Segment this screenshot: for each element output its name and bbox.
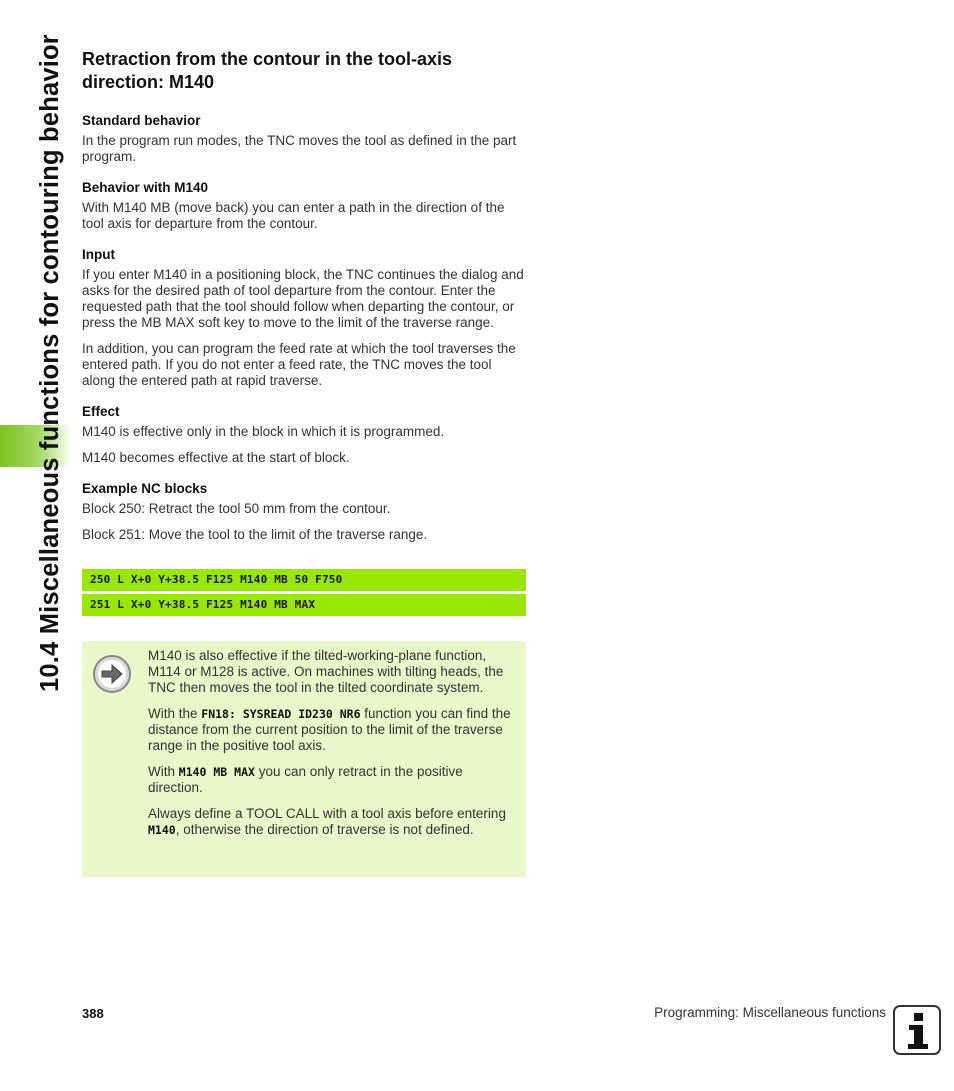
section-example-title: Example NC blocks bbox=[82, 481, 208, 496]
note-text bbox=[148, 648, 518, 848]
section-standard-text: In the program run modes, the TNC moves the tool as defined in the part program. bbox=[82, 133, 517, 164]
note-code-fn18: FN18: SYSREAD ID230 NR6 bbox=[201, 707, 361, 721]
section-input-text-2: In addition, you can program the feed rate at which the tool traverses the entered path. If you do not enter a feed rate, the TNC moves the tool along the entered path at rapid traverse. bbox=[82, 341, 516, 388]
section-effect-text-2: M140 becomes effective at the start of block. bbox=[82, 450, 350, 465]
nc-code-block bbox=[82, 569, 526, 619]
section-example-text-2: Block 251: Move the tool to the limit of the traverse range. bbox=[82, 527, 428, 542]
main-content bbox=[82, 48, 526, 553]
section-input-title: Input bbox=[82, 247, 115, 262]
section-example-text-1: Block 250: Retract the tool 50 mm from the contour. bbox=[82, 501, 391, 516]
page-number: 388 bbox=[82, 1006, 104, 1021]
note-paragraph-2: With the FN18: SYSREAD ID230 NR6 function you can find the distance from the current position to the limit of the traverse range in the positive tool axis. bbox=[148, 706, 511, 753]
section-effect-title: Effect bbox=[82, 404, 120, 419]
chapter-side-title-text: 10.4 Miscellaneous functions for contouring behavior bbox=[36, 34, 64, 692]
arrow-right-icon bbox=[93, 655, 131, 693]
note-code-m140: M140 bbox=[148, 823, 176, 837]
note-paragraph-1: M140 is also effective if the tilted-working-plane function, M114 or M128 is active. On machines with tilting heads, the TNC then moves the tool in the tilted coordinate system. bbox=[148, 648, 504, 695]
info-icon bbox=[893, 1005, 941, 1055]
section-standard-title: Standard behavior bbox=[82, 113, 201, 128]
note-code-m140-mb-max: M140 MB MAX bbox=[178, 765, 255, 779]
section-m140-title: Behavior with M140 bbox=[82, 180, 209, 195]
page-title: Retraction from the contour in the tool-axis direction: M140 bbox=[82, 49, 453, 92]
note-paragraph-4: Always define a TOOL CALL with a tool axis before entering M140, otherwise the direction of traverse is not defined. bbox=[148, 806, 506, 837]
nc-code-line-251: 251 L X+0 Y+38.5 F125 M140 MB MAX bbox=[82, 594, 526, 616]
nc-code-line-250: 250 L X+0 Y+38.5 F125 M140 MB 50 F750 bbox=[82, 569, 526, 591]
section-input-text-1: If you enter M140 in a positioning block, the TNC continues the dialog and asks for the desired path of tool departure from the contour. Enter the requested path that the tool should follow when departing the contour, or press the MB MAX soft key to move to the limit of the traverse range. bbox=[82, 267, 524, 330]
section-effect-text-1: M140 is effective only in the block in which it is programmed. bbox=[82, 424, 445, 439]
note-paragraph-3: With M140 MB MAX you can only retract in the positive direction. bbox=[148, 764, 463, 795]
note-box bbox=[82, 641, 526, 877]
section-m140-text: With M140 MB (move back) you can enter a path in the direction of the tool axis for departure from the contour. bbox=[82, 200, 505, 231]
footer-chapter-title: Programming: Miscellaneous functions bbox=[654, 1005, 886, 1020]
